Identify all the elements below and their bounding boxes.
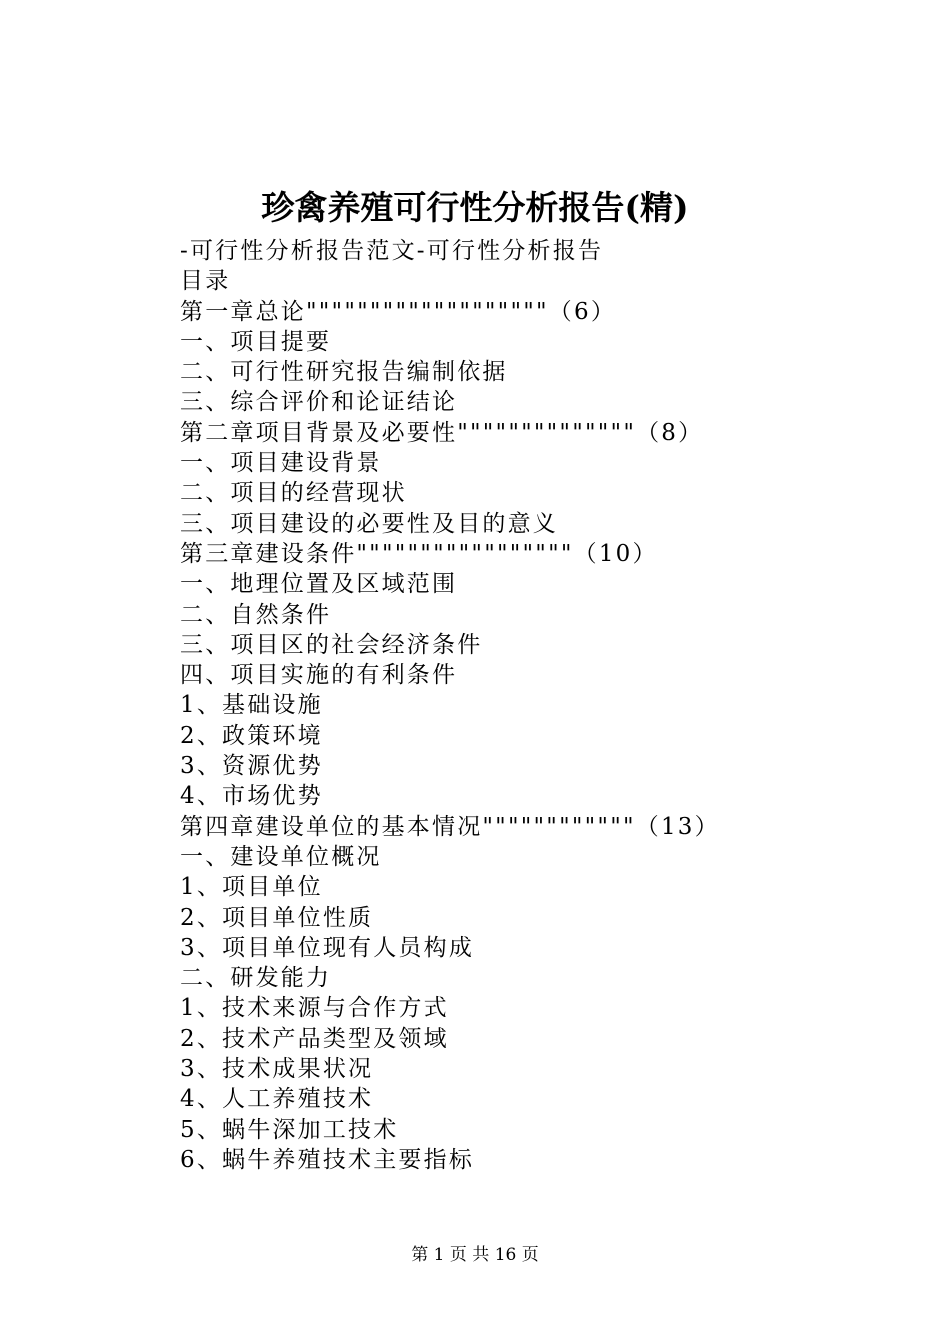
toc-subitem: 1、项目单位 bbox=[180, 874, 323, 901]
toc-item: 一、地理位置及区域范围 bbox=[180, 571, 458, 598]
toc-subitem: 1、基础设施 bbox=[180, 692, 323, 719]
toc-subitem: 5、蜗牛深加工技术 bbox=[180, 1116, 399, 1143]
toc-subitem: 3、技术成果状况 bbox=[180, 1056, 374, 1083]
toc-chapter-3: 第三章建设条件"""""""""""""""""（10） bbox=[180, 540, 658, 567]
toc-item: 一、建设单位概况 bbox=[180, 843, 382, 870]
page-footer: 第 1 页 共 16 页 bbox=[411, 1245, 539, 1265]
toc-heading: 目录 bbox=[180, 268, 231, 295]
toc-chapter-2: 第二章项目背景及必要性""""""""""""""（8） bbox=[180, 419, 704, 446]
toc-subitem: 2、政策环境 bbox=[180, 722, 323, 749]
toc-subitem: 6、蜗牛养殖技术主要指标 bbox=[180, 1146, 475, 1173]
toc-subitem: 2、项目单位性质 bbox=[180, 904, 374, 931]
toc-item: 二、项目的经营现状 bbox=[180, 480, 407, 507]
toc-item: 二、可行性研究报告编制依据 bbox=[180, 359, 508, 386]
toc-item: 三、综合评价和论证结论 bbox=[180, 389, 458, 416]
toc-chapter-4: 第四章建设单位的基本情况""""""""""""（13） bbox=[180, 813, 720, 840]
toc-item: 三、项目区的社会经济条件 bbox=[180, 631, 483, 658]
toc-item: 四、项目实施的有利条件 bbox=[180, 662, 458, 689]
toc-item: 一、项目建设背景 bbox=[180, 450, 382, 477]
toc-item: 三、项目建设的必要性及目的意义 bbox=[180, 510, 558, 537]
document-title: 珍禽养殖可行性分析报告(精) bbox=[261, 188, 689, 227]
toc-item: 二、研发能力 bbox=[180, 965, 332, 992]
table-of-contents bbox=[180, 236, 880, 1175]
toc-subitem: 2、技术产品类型及领域 bbox=[180, 1025, 449, 1052]
toc-subitem: 4、市场优势 bbox=[180, 783, 323, 810]
subtitle-line: -可行性分析报告范文-可行性分析报告 bbox=[180, 238, 604, 264]
toc-item: 二、自然条件 bbox=[180, 601, 332, 628]
toc-chapter-1: 第一章总论"""""""""""""""""""（6） bbox=[180, 298, 617, 325]
toc-subitem: 1、技术来源与合作方式 bbox=[180, 995, 449, 1022]
toc-subitem: 3、资源优势 bbox=[180, 753, 323, 780]
toc-subitem: 4、人工养殖技术 bbox=[180, 1086, 374, 1113]
toc-item: 一、项目提要 bbox=[180, 328, 332, 355]
toc-subitem: 3、项目单位现有人员构成 bbox=[180, 934, 475, 961]
